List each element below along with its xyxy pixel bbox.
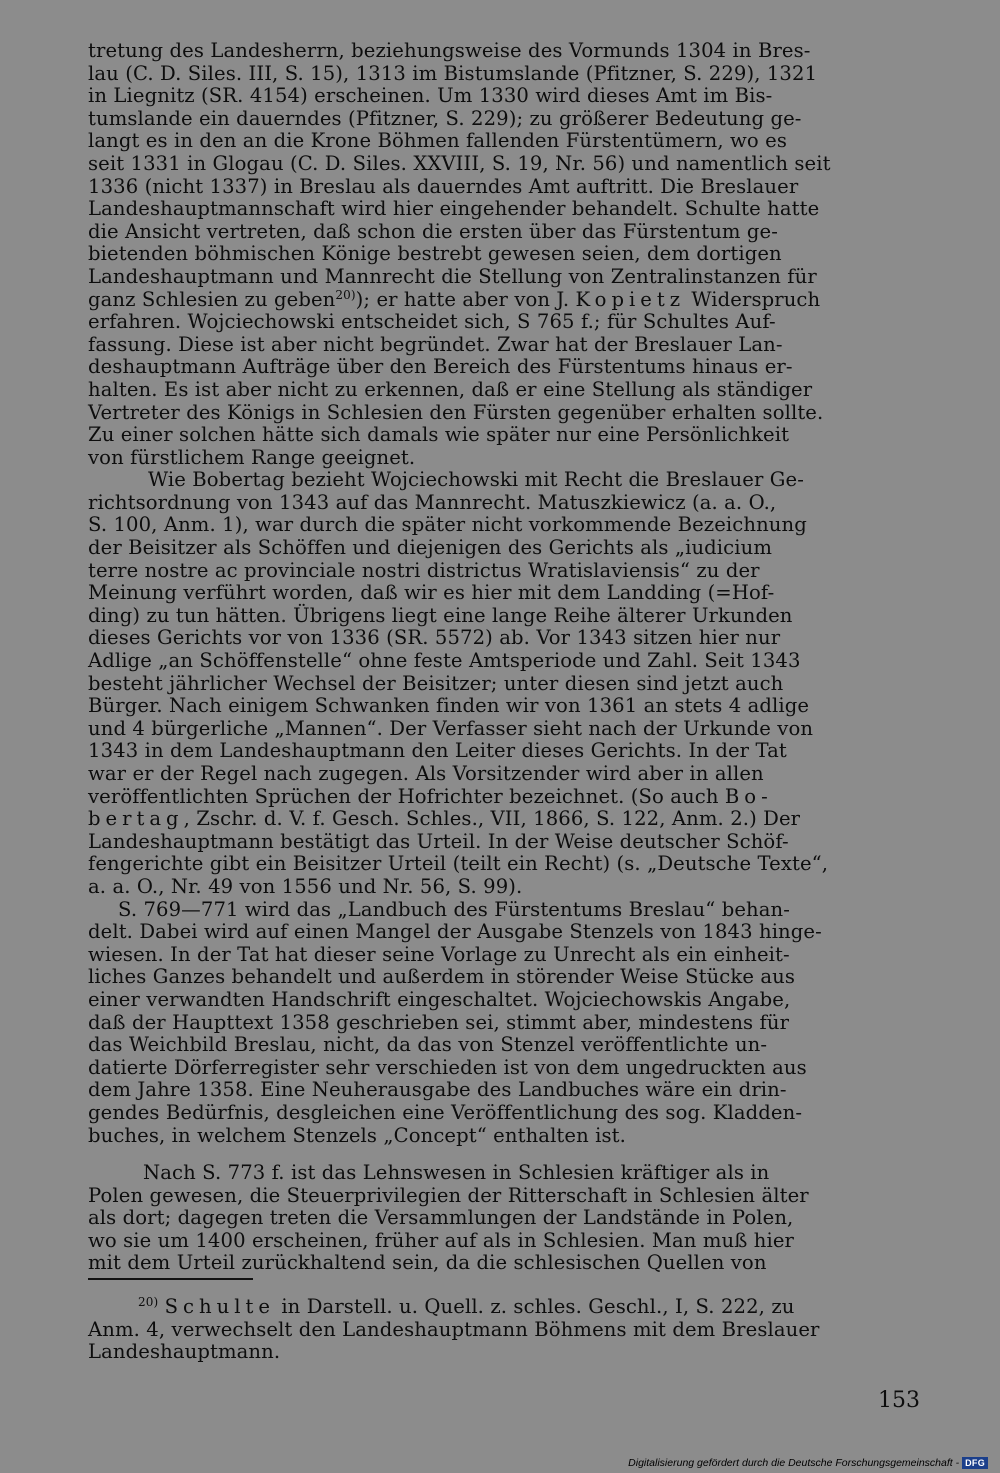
text-line: bietenden böhmischen Könige bestrebt gewesen seien, dem dortigen [88, 242, 782, 266]
text-line: erfahren. Wojciechowski entscheidet sich, S 765 f.; für Schultes Auf- [88, 310, 776, 334]
text-line: deshauptmann Aufträge über den Bereich des Fürstentums hinaus er- [88, 355, 793, 379]
footnote-marker: 20) [138, 1295, 159, 1309]
text-span: ); er hatte aber von J. [355, 287, 576, 311]
text-line: 1336 (nicht 1337) in Breslau als dauerndes Amt auftritt. Die Breslauer [88, 174, 799, 198]
paragraph-3 [88, 899, 928, 1148]
text-line: Landeshauptmann bestätigt das Urteil. In der Weise deutscher Schöf- [88, 829, 789, 853]
text-span: in Darstell. u. Quell. z. schles. Geschl., I, S. 222, zu [274, 1295, 795, 1318]
text-line: als dort; dagegen treten die Versammlungen der Landstände in Polen, [88, 1206, 794, 1230]
text-line: S. 769—771 wird das „Landbuch des Fürstentums Breslau“ behan- [118, 897, 790, 921]
text-line [88, 786, 928, 809]
text-line: war er der Regel nach zugegen. Als Vorsitzender wird aber in allen [88, 762, 764, 785]
text-line: die Ansicht vertreten, daß schon die ersten über das Fürstentum ge- [88, 219, 778, 243]
text-line: in Liegnitz (SR. 4154) erscheinen. Um 1330 wird dieses Amt im Bis- [88, 84, 773, 108]
main-text [88, 40, 928, 1275]
dfg-logo: DFG [962, 1457, 988, 1469]
text-line: liches Ganzes behandelt und außerdem in störender Weise Stücke aus [88, 965, 796, 989]
text-line: Landeshauptmannschaft wird hier eingehender behandelt. Schulte hatte [88, 197, 820, 221]
footnote [88, 1296, 928, 1364]
text-line: Zu einer solchen hätte sich damals wie später nur eine Persönlichkeit [88, 423, 790, 447]
text-line: fassung. Diese ist aber nicht begründet. Zwar hat der Breslauer Lan- [88, 332, 783, 356]
text-line [88, 808, 928, 831]
text-line: ding) zu tun hätten. Übrigens liegt eine lange Reihe älterer Urkunden [88, 603, 793, 627]
text-line: Bürger. Nach einigem Schwanken finden wir von 1361 an stets 4 adlige [88, 694, 810, 718]
digitization-credit [628, 1457, 988, 1469]
credit-text: Digitalisierung gefördert durch die Deutsche Forschungsgemeinschaft - [628, 1457, 960, 1469]
text-line: Meinung verführt worden, daß wir es hier mit dem Landding (=Hof- [88, 581, 775, 605]
text-line: Anm. 4, verwechselt den Landeshauptmann Böhmens mit dem Breslauer [88, 1317, 820, 1341]
text-line: terre nostre ac provinciale nostri districtus Wratislaviensis“ zu der [88, 558, 760, 582]
footnote-divider [88, 1278, 253, 1280]
text-line: seit 1331 in Glogau (C. D. Siles. XXVIII, S. 19, Nr. 56) und namentlich seit [88, 151, 831, 175]
text-line: delt. Dabei wird auf einen Mangel der Ausgabe Stenzels von 1843 hinge- [88, 920, 822, 944]
text-line: dieses Gerichts vor von 1336 (SR. 5572) ab. Vor 1343 sitzen hier nur [88, 626, 781, 650]
text-line: Adlige „an Schöffenstelle“ ohne feste Amtsperiode und Zahl. Seit 1343 [88, 649, 801, 673]
text-line: daß der Haupttext 1358 geschrieben sei, stimmt aber, mindestens für [88, 1010, 790, 1034]
text-span: , Zschr. d. V. f. Gesch. Schles., VII, 1866, S. 122, Anm. 2.) Der [183, 807, 801, 831]
text-line: a. a. O., Nr. 49 von 1556 und Nr. 56, S. 99). [88, 874, 523, 898]
paragraph-1 [88, 40, 928, 469]
text-line: tumslande ein dauerndes (Pfitzner, S. 229); zu größerer Bedeutung ge- [88, 106, 802, 130]
text-line: fengerichte gibt ein Beisitzer Urteil (teilt ein Recht) (s. „Deutsche Texte“, [88, 852, 829, 876]
spaced-name: Kopietz [575, 287, 686, 311]
text-line: und 4 bürgerliche „Mannen“. Der Verfasser sieht nach der Urkunde von [88, 716, 814, 740]
text-line: S. 100, Anm. 1), war durch die später nicht vorkommende Bezeichnung [88, 513, 807, 537]
text-line: lau (C. D. Siles. III, S. 15), 1313 im Bistumslande (Pfitzner, S. 229), 1321 [88, 61, 818, 85]
text-line: wo sie um 1400 erscheinen, früher auf als in Schlesien. Man muß hier [88, 1228, 795, 1252]
text-line: Landeshauptmann und Mannrecht die Stellung von Zentralinstanzen für [88, 264, 817, 288]
text-line: der Beisitzer als Schöffen und diejenigen des Gerichts als „iudicium [88, 536, 773, 560]
footnote-reference: 20) [335, 287, 356, 302]
text-line: datierte Dörferregister sehr verschieden ist von dem ungedruckten aus [88, 1055, 807, 1079]
text-span: Widerspruch [685, 287, 821, 311]
text-line: das Weichbild Breslau, nicht, da das von Stenzel veröffentlichte un- [88, 1033, 768, 1057]
spaced-name: Schulte [164, 1295, 275, 1318]
paragraph-4 [88, 1162, 928, 1275]
page-number: 153 [878, 1388, 920, 1413]
paragraph-2 [88, 469, 928, 898]
text-line: tretung des Landesherrn, beziehungsweise des Vormunds 1304 in Bres- [88, 39, 811, 62]
text-line: besteht jährlicher Wechsel der Beisitzer; unter diesen sind jetzt auch [88, 671, 784, 695]
text-line: buches, in welchem Stenzels „Concept“ enthalten ist. [88, 1123, 626, 1147]
text-line: richtsordnung von 1343 auf das Mannrecht. Matuszkiewicz (a. a. O., [88, 490, 777, 514]
text-line: Nach S. 773 f. ist das Lehnswesen in Schlesien kräftiger als in [143, 1161, 770, 1185]
text-line: Polen gewesen, die Steuerprivilegien der Ritterschaft in Schlesien älter [88, 1183, 809, 1207]
text-line: Vertreter des Königs in Schlesien den Fürsten gegenüber erhalten sollte. [88, 400, 824, 424]
text-line [88, 289, 928, 312]
text-line: von fürstlichem Range geeignet. [88, 445, 416, 469]
text-line: wiesen. In der Tat hat dieser seine Vorlage zu Unrecht als ein einheit- [88, 942, 790, 966]
text-line: Wie Bobertag bezieht Wojciechowski mit Recht die Breslauer Ge- [148, 468, 804, 492]
text-line: gendes Bedürfnis, desgleichen eine Veröffentlichung des sog. Kladden- [88, 1100, 803, 1124]
text-line: 1343 in dem Landeshauptmann den Leiter dieses Gerichts. In der Tat [88, 739, 787, 763]
spaced-name: Bo- [724, 784, 773, 808]
text-line: mit dem Urteil zurückhaltend sein, da die schlesischen Quellen von [88, 1251, 767, 1275]
text-line: halten. Es ist aber nicht zu erkennen, daß er eine Stellung als ständiger [88, 377, 813, 401]
text-line [88, 1296, 928, 1319]
text-line: einer verwandten Handschrift eingeschaltet. Wojciechowskis Angabe, [88, 987, 791, 1011]
text-line: langt es in den an die Krone Böhmen fallenden Fürstentümern, wo es [88, 129, 787, 153]
text-span: veröffentlichten Sprüchen der Hofrichter bezeichnet. (So auch [88, 784, 725, 808]
text-line: dem Jahre 1358. Eine Neuherausgabe des Landbuches wäre ein drin- [88, 1078, 787, 1102]
text-line: Landeshauptmann. [88, 1340, 281, 1364]
spaced-name: bertag [88, 807, 184, 831]
text-span: ganz Schlesien zu geben [88, 287, 336, 311]
